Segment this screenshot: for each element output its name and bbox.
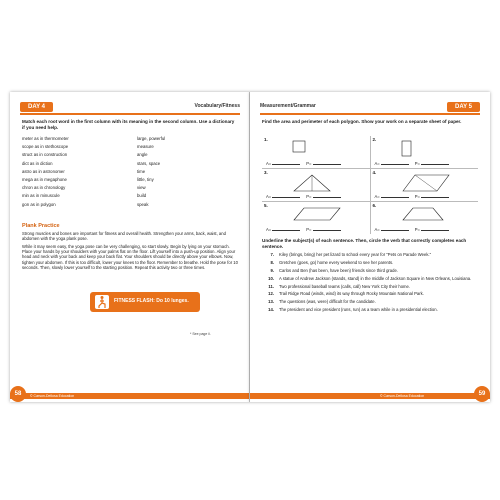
item-number: 12. <box>268 291 274 297</box>
root-word: dict as in diction <box>22 160 53 166</box>
answer-line <box>375 161 452 166</box>
problem-number: 5. <box>264 203 268 208</box>
meaning: large, powerful <box>137 136 166 141</box>
footer-bar <box>250 393 490 399</box>
area-label: A= <box>266 227 272 232</box>
answer-line <box>266 161 343 166</box>
grammar-instructions: Underline the subject(s) of each sentence. Then, circle the verb that correctly completes each sentence. <box>262 238 467 249</box>
lunge-figure-icon <box>95 295 109 309</box>
list-item <box>22 201 222 209</box>
perimeter-label: P= <box>414 227 420 232</box>
rectangle-shape <box>401 140 415 158</box>
day-header <box>260 102 480 113</box>
root-word: meter as in thermometer <box>22 136 69 141</box>
meaning: measure <box>137 144 154 150</box>
root-word: min as in minuscule <box>22 193 60 199</box>
item-number: 9. <box>270 267 274 273</box>
problem-cell <box>262 202 370 234</box>
list-item <box>262 284 478 290</box>
perimeter-label: P= <box>306 194 312 199</box>
sentence: Kiley (brings, bring) her pet lizard to school every year for "Pets on Parade Week." <box>279 252 432 257</box>
paragraph: Strong muscles and bones are important for fitness and overall health. Strengthen your arms, back, waist, and abdomen with the yoga plank pose. <box>22 231 226 242</box>
problem-number: 1. <box>264 137 268 142</box>
list-item <box>22 143 222 151</box>
instructions: Match each root word in the first column with its meaning in the second column. Use a dictionary if you need help. <box>22 119 235 130</box>
root-word: struct as in construction <box>22 152 68 158</box>
sentence: The president and vice president (runs, run) as a team while in a presidential election. <box>279 307 438 313</box>
list-item <box>262 299 478 305</box>
paragraph: While it may seem easy, the yoga pose can be very challenging, so start slowly. Begin by lying on your stomach. Place your hands by your shoulders with your palms flat on the floor. Lift yourself into a push-up position. Align your head and neck with your back and keep your back flat. Your shoulders should be directly above your elbows. Now, tighten your abdomen. If this is too difficult, lower your knees to the floor. Remember to breathe. Hold the pose for 10 seconds. Then, slowly lower yourself to the starting position. Repeat this activity two or three times. <box>22 244 238 270</box>
header-rule <box>20 113 240 115</box>
area-label: A= <box>374 194 380 199</box>
sentence: Trail Ridge Road (winds, wind) its way through Rocky Mountain National Park. <box>279 291 424 297</box>
problem-number: 3. <box>264 170 268 175</box>
page-number: 58 <box>10 386 26 402</box>
answer-line <box>375 194 452 199</box>
instructions: Find the area and perimeter of each polygon. Show your work on a separate sheet of paper. <box>262 119 462 124</box>
fitness-flash-box <box>90 292 200 312</box>
item-number: 13. <box>268 299 274 305</box>
parallelogram-shape <box>401 173 451 193</box>
answer-line <box>375 227 452 232</box>
square-shape <box>292 140 308 154</box>
list-item <box>262 276 478 282</box>
root-word: astro as in astronomer <box>22 168 65 174</box>
list-item <box>262 260 478 266</box>
list-item <box>22 192 222 200</box>
area-label: A= <box>266 161 272 166</box>
list-item <box>262 268 478 274</box>
problem-cell <box>262 169 370 201</box>
area-label: A= <box>374 227 380 232</box>
area-label: A= <box>266 194 272 199</box>
problem-cell <box>370 136 479 168</box>
item-number: 7. <box>270 252 274 257</box>
list-item <box>22 184 222 192</box>
list-item <box>262 307 478 313</box>
left-page <box>10 92 250 402</box>
problem-number: 2. <box>372 137 377 142</box>
page-footer <box>250 386 490 402</box>
right-page <box>250 92 490 402</box>
day-label: DAY 5 <box>447 102 480 112</box>
problem-cell <box>262 136 370 168</box>
copyright: © Carson-Dellosa Education <box>30 394 75 398</box>
page-number: 59 <box>474 386 490 402</box>
copyright: © Carson-Dellosa Education <box>380 394 425 398</box>
sentence: The questions (was, were) difficult for the candidate. <box>279 299 376 305</box>
fitness-flash-text: FITNESS FLASH: Do 10 lunges. <box>114 298 189 304</box>
word-match-list <box>22 135 222 209</box>
list-item <box>22 168 222 176</box>
meaning: build <box>137 193 147 199</box>
topic-label: Measurement/Grammar <box>260 103 316 109</box>
root-word: scope as in stethoscope <box>22 144 69 150</box>
list-item <box>262 252 478 258</box>
answer-line <box>266 227 343 232</box>
meaning: angle <box>137 152 148 158</box>
perimeter-label: P= <box>306 227 312 232</box>
answer-line <box>266 194 343 199</box>
list-item <box>22 160 222 168</box>
meaning: view <box>137 185 146 191</box>
root-word: gon as in polygon <box>22 201 56 207</box>
problem-number: 6. <box>372 203 377 208</box>
meaning: speak <box>137 201 149 207</box>
perimeter-label: P= <box>414 194 420 199</box>
page-footer <box>10 386 250 402</box>
item-number: 11. <box>268 283 274 289</box>
perimeter-label: P= <box>414 161 420 166</box>
root-word: mega as in megaphone <box>22 177 67 183</box>
list-item <box>22 176 222 184</box>
root-word: chron as in chronology <box>22 185 66 191</box>
section-title: Plank Practice <box>22 223 60 229</box>
trapezoid-shape <box>401 206 445 222</box>
sentence: Two professional baseball teams (calls, call) New York City their home. <box>279 283 411 289</box>
problem-cell <box>370 202 479 234</box>
topic-label: Vocabulary/Fitness <box>194 103 240 109</box>
see-page-note: * See page ii. <box>190 332 211 336</box>
area-label: A= <box>374 161 380 166</box>
triangle-shape <box>292 173 332 193</box>
item-number: 10. <box>268 275 274 281</box>
sentence: Gretchen (goes, go) home every weekend to see her parents. <box>279 259 394 265</box>
perimeter-label: P= <box>306 161 312 166</box>
day-label: DAY 4 <box>20 102 53 112</box>
item-number: 14. <box>268 307 274 313</box>
sentence: Carlos and Ben (has been, have been) friends since third grade. <box>279 267 398 273</box>
list-item <box>262 291 478 297</box>
sentence-list <box>262 252 478 315</box>
parallelogram-shape <box>292 206 342 222</box>
polygon-problems-grid <box>262 136 478 234</box>
meaning: time <box>137 168 146 174</box>
problem-number: 4. <box>372 170 377 175</box>
meaning: little, tiny <box>137 177 154 183</box>
problem-cell <box>370 169 479 201</box>
sentence: A statue of Andrew Jackson (stands, stand) in the middle of Jackson Square in New Orleans, Louisiana. <box>279 275 472 281</box>
meaning: stars, space <box>137 160 161 166</box>
item-number: 8. <box>270 259 274 265</box>
list-item <box>22 135 222 143</box>
header-rule <box>260 113 480 115</box>
list-item <box>22 151 222 159</box>
